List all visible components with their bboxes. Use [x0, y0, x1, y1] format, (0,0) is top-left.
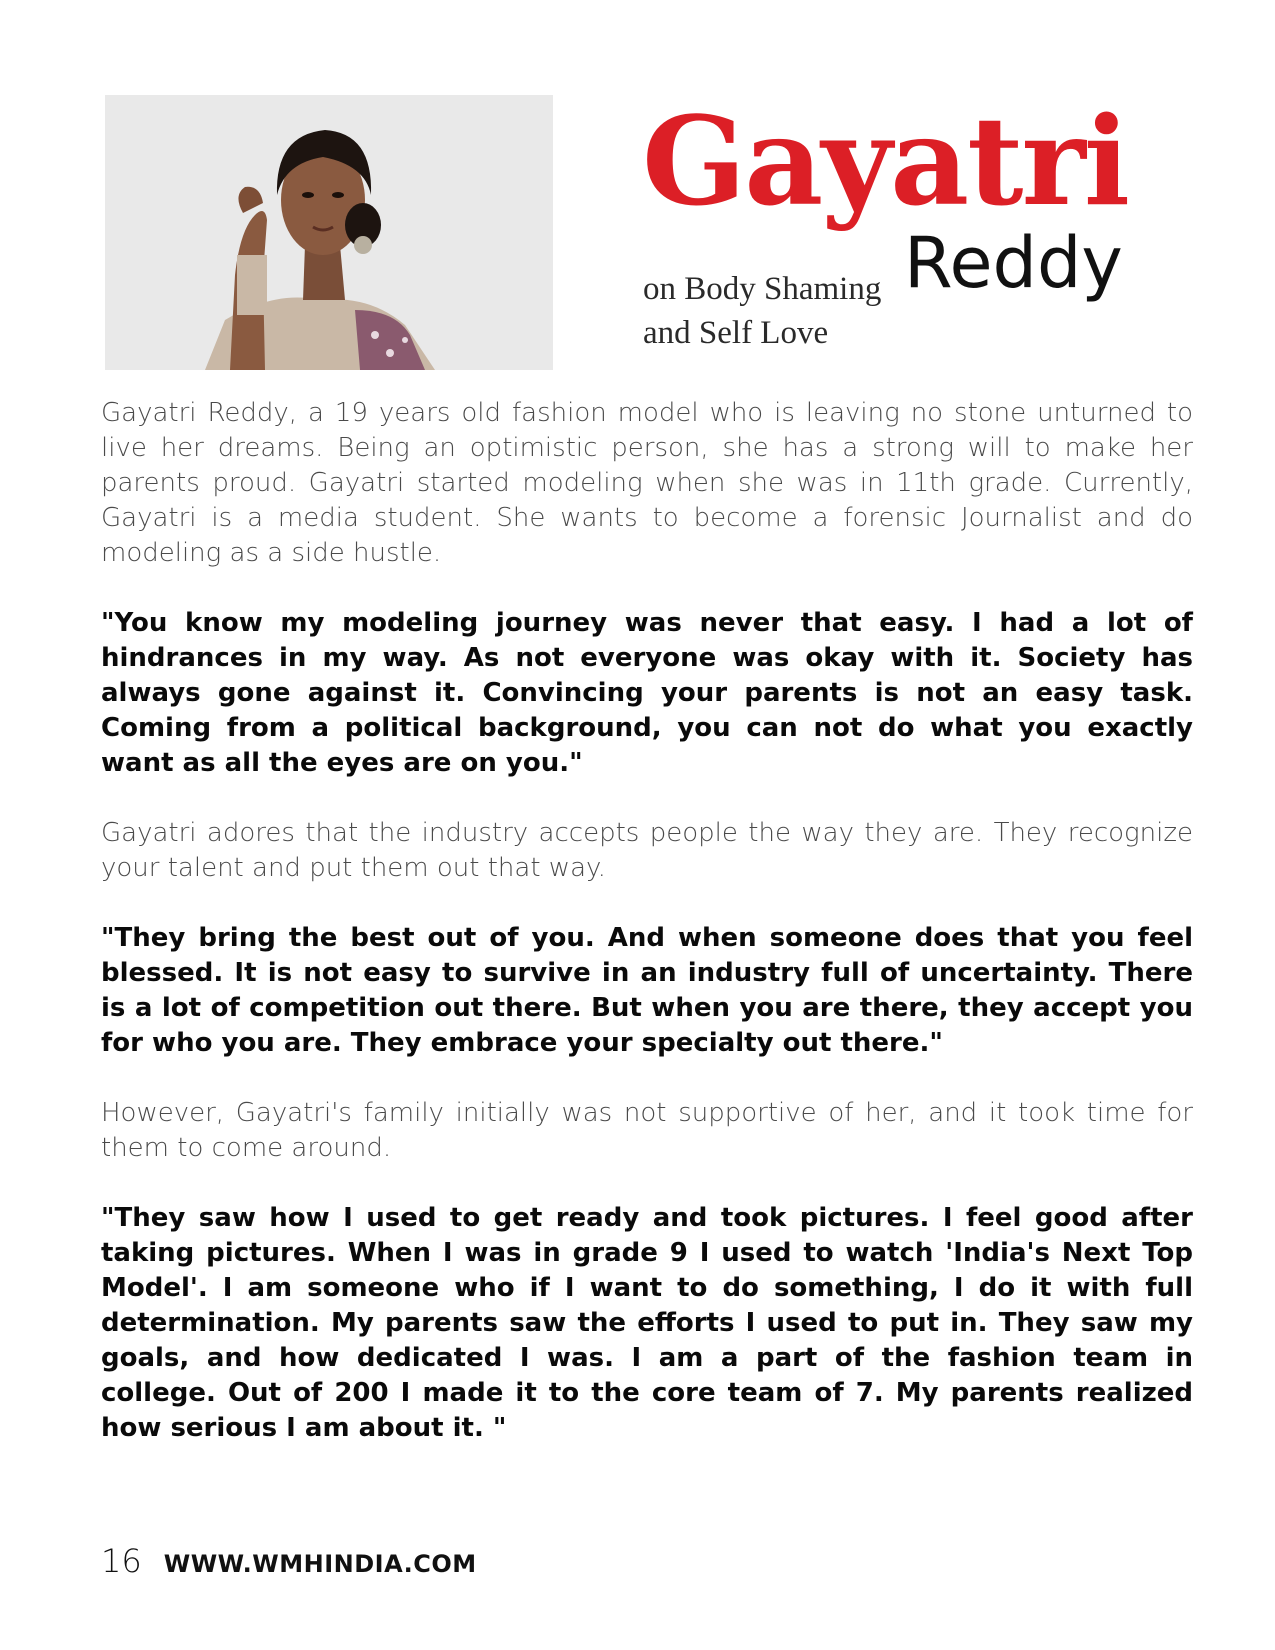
- quote-best-out: "They bring the best out of you. And when someone does that you feel blessed. It is not easy to survive in an industry full of uncertainty. There is a lot of competition out there. But when you are there, they accept you for who you are. They embrace your specialty out there.": [101, 923, 1193, 1058]
- title-last-name: Reddy: [904, 222, 1123, 304]
- article-subtitle: on Body Shaming and Self Love: [643, 271, 882, 351]
- portrait-photo: [105, 95, 553, 370]
- paragraph-industry: Gayatri adores that the industry accepts people the way they are. They recognize your talent and put them out that way.: [101, 818, 1193, 883]
- quote-journey: "You know my modeling journey was never that easy. I had a lot of hindrances in my way. As not everyone was okay with it. Society has always gone against it. Convincing your parents is not an easy task. Coming from a political background, you can not do what you exactly want as all the eyes are on you.": [101, 608, 1193, 778]
- title-first-name: Gayatri: [642, 89, 1129, 233]
- paragraph-family: However, Gayatri's family initially was not supportive of her, and it took time for them to come around.: [101, 1098, 1193, 1163]
- quote-determination: "They saw how I used to get ready and took pictures. I feel good after taking pictures. When I was in grade 9 I used to watch 'India's Next Top Model'. I am someone who if I want to do something, I do it with full determination. My parents saw the efforts I used to put in. They saw my goals, and how dedicated I was. I am a part of the fashion team in college. Out of 200 I made it to the core team of 7. My parents realized how serious I am about it. ": [101, 1203, 1193, 1443]
- page-footer: [101, 1542, 477, 1582]
- article-body: [101, 396, 1193, 1446]
- page-number: 16: [101, 1542, 142, 1580]
- website-link[interactable]: WWW.WMHINDIA.COM: [163, 1550, 477, 1578]
- portrait-illustration: [105, 95, 553, 370]
- paragraph-intro: Gayatri Reddy, a 19 years old fashion model who is leaving no stone unturned to live her dreams. Being an optimistic person, she has a strong will to make her parents proud. Gayatri started modeling when she was in 11th grade. Currently, Gayatri is a media student. She wants to become a forensic Journalist and do modeling as a side hustle.: [101, 398, 1193, 568]
